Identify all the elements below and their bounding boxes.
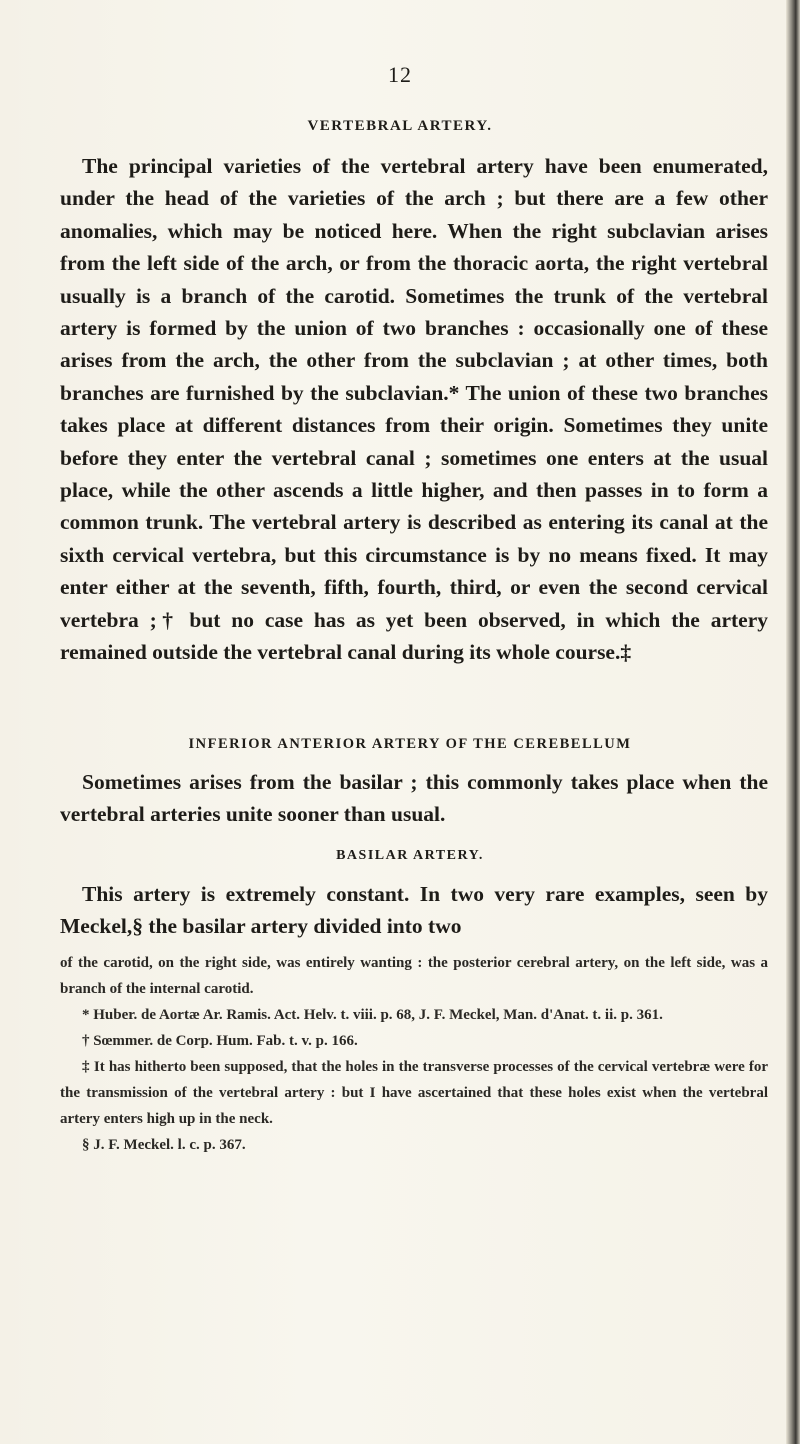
footnote-section: § J. F. Meckel. l. c. p. 367.	[82, 1137, 246, 1153]
footnotes	[60, 950, 768, 1158]
footnote-continuation: of the carotid, on the right side, was entirely wanting : the posterior cerebral artery, on the left side, was a branch of the internal carotid.	[60, 955, 768, 997]
page-number: 12	[388, 62, 412, 87]
paragraph-inferior-anterior-artery: Sometimes arises from the basilar ; this commonly takes place when the vertebral arteries unite sooner than usual.	[60, 770, 768, 827]
footnote-asterisk: * Huber. de Aortæ Ar. Ramis. Act. Helv. t. viii. p. 68, J. F. Meckel, Man. d'Anat. t. ii. p. 361.	[82, 1007, 663, 1023]
heading-vertebral-artery: VERTEBRAL ARTERY.	[307, 118, 493, 134]
footnote-double-dagger: ‡ It has hitherto been supposed, that the holes in the transverse processes of the cervical vertebræ were for the transmission of the vertebral artery : but I have ascertained that these holes exist when the vertebral artery enters high up in the neck.	[60, 1059, 768, 1127]
heading-basilar-artery: BASILAR ARTERY.	[336, 848, 484, 863]
footnote-dagger: † Sœmmer. de Corp. Hum. Fab. t. v. p. 166.	[82, 1033, 358, 1049]
paragraph-basilar-artery: This artery is extremely constant. In two very rare examples, seen by Meckel,§ the basilar artery divided into two	[60, 882, 768, 939]
page-edge	[786, 0, 800, 1444]
heading-inferior-anterior-artery: INFERIOR ANTERIOR ARTERY OF THE CEREBELLUM	[188, 736, 632, 752]
paragraph-vertebral-artery: The principal varieties of the vertebral artery have been enumerated, under the head of the varieties of the arch ; but there are a few other anomalies, which may be noticed here. When the right subclavian arises from the left side of the arch, or from the thoracic aorta, the right vertebral usually is a branch of the carotid. Sometimes the trunk of the vertebral artery is formed by the union of two branches : occasionally one of these arises from the arch, the other from the subclavian ; at other times, both branches are furnished by the subclavian.* The union of these two branches takes place at different distances from their origin. Sometimes they unite before they enter the vertebral canal ; sometimes one enters at the usual place, while the other ascends a little higher, and then passes in to form a common trunk. The vertebral artery is described as entering its canal at the sixth cervical vertebra, but this circumstance is by no means fixed. It may enter either at the seventh, fifth, fourth, third, or even the second cervical vertebra ;† but no case has as yet been observed, in which the artery remained outside the vertebral canal during its whole course.‡	[60, 154, 768, 665]
